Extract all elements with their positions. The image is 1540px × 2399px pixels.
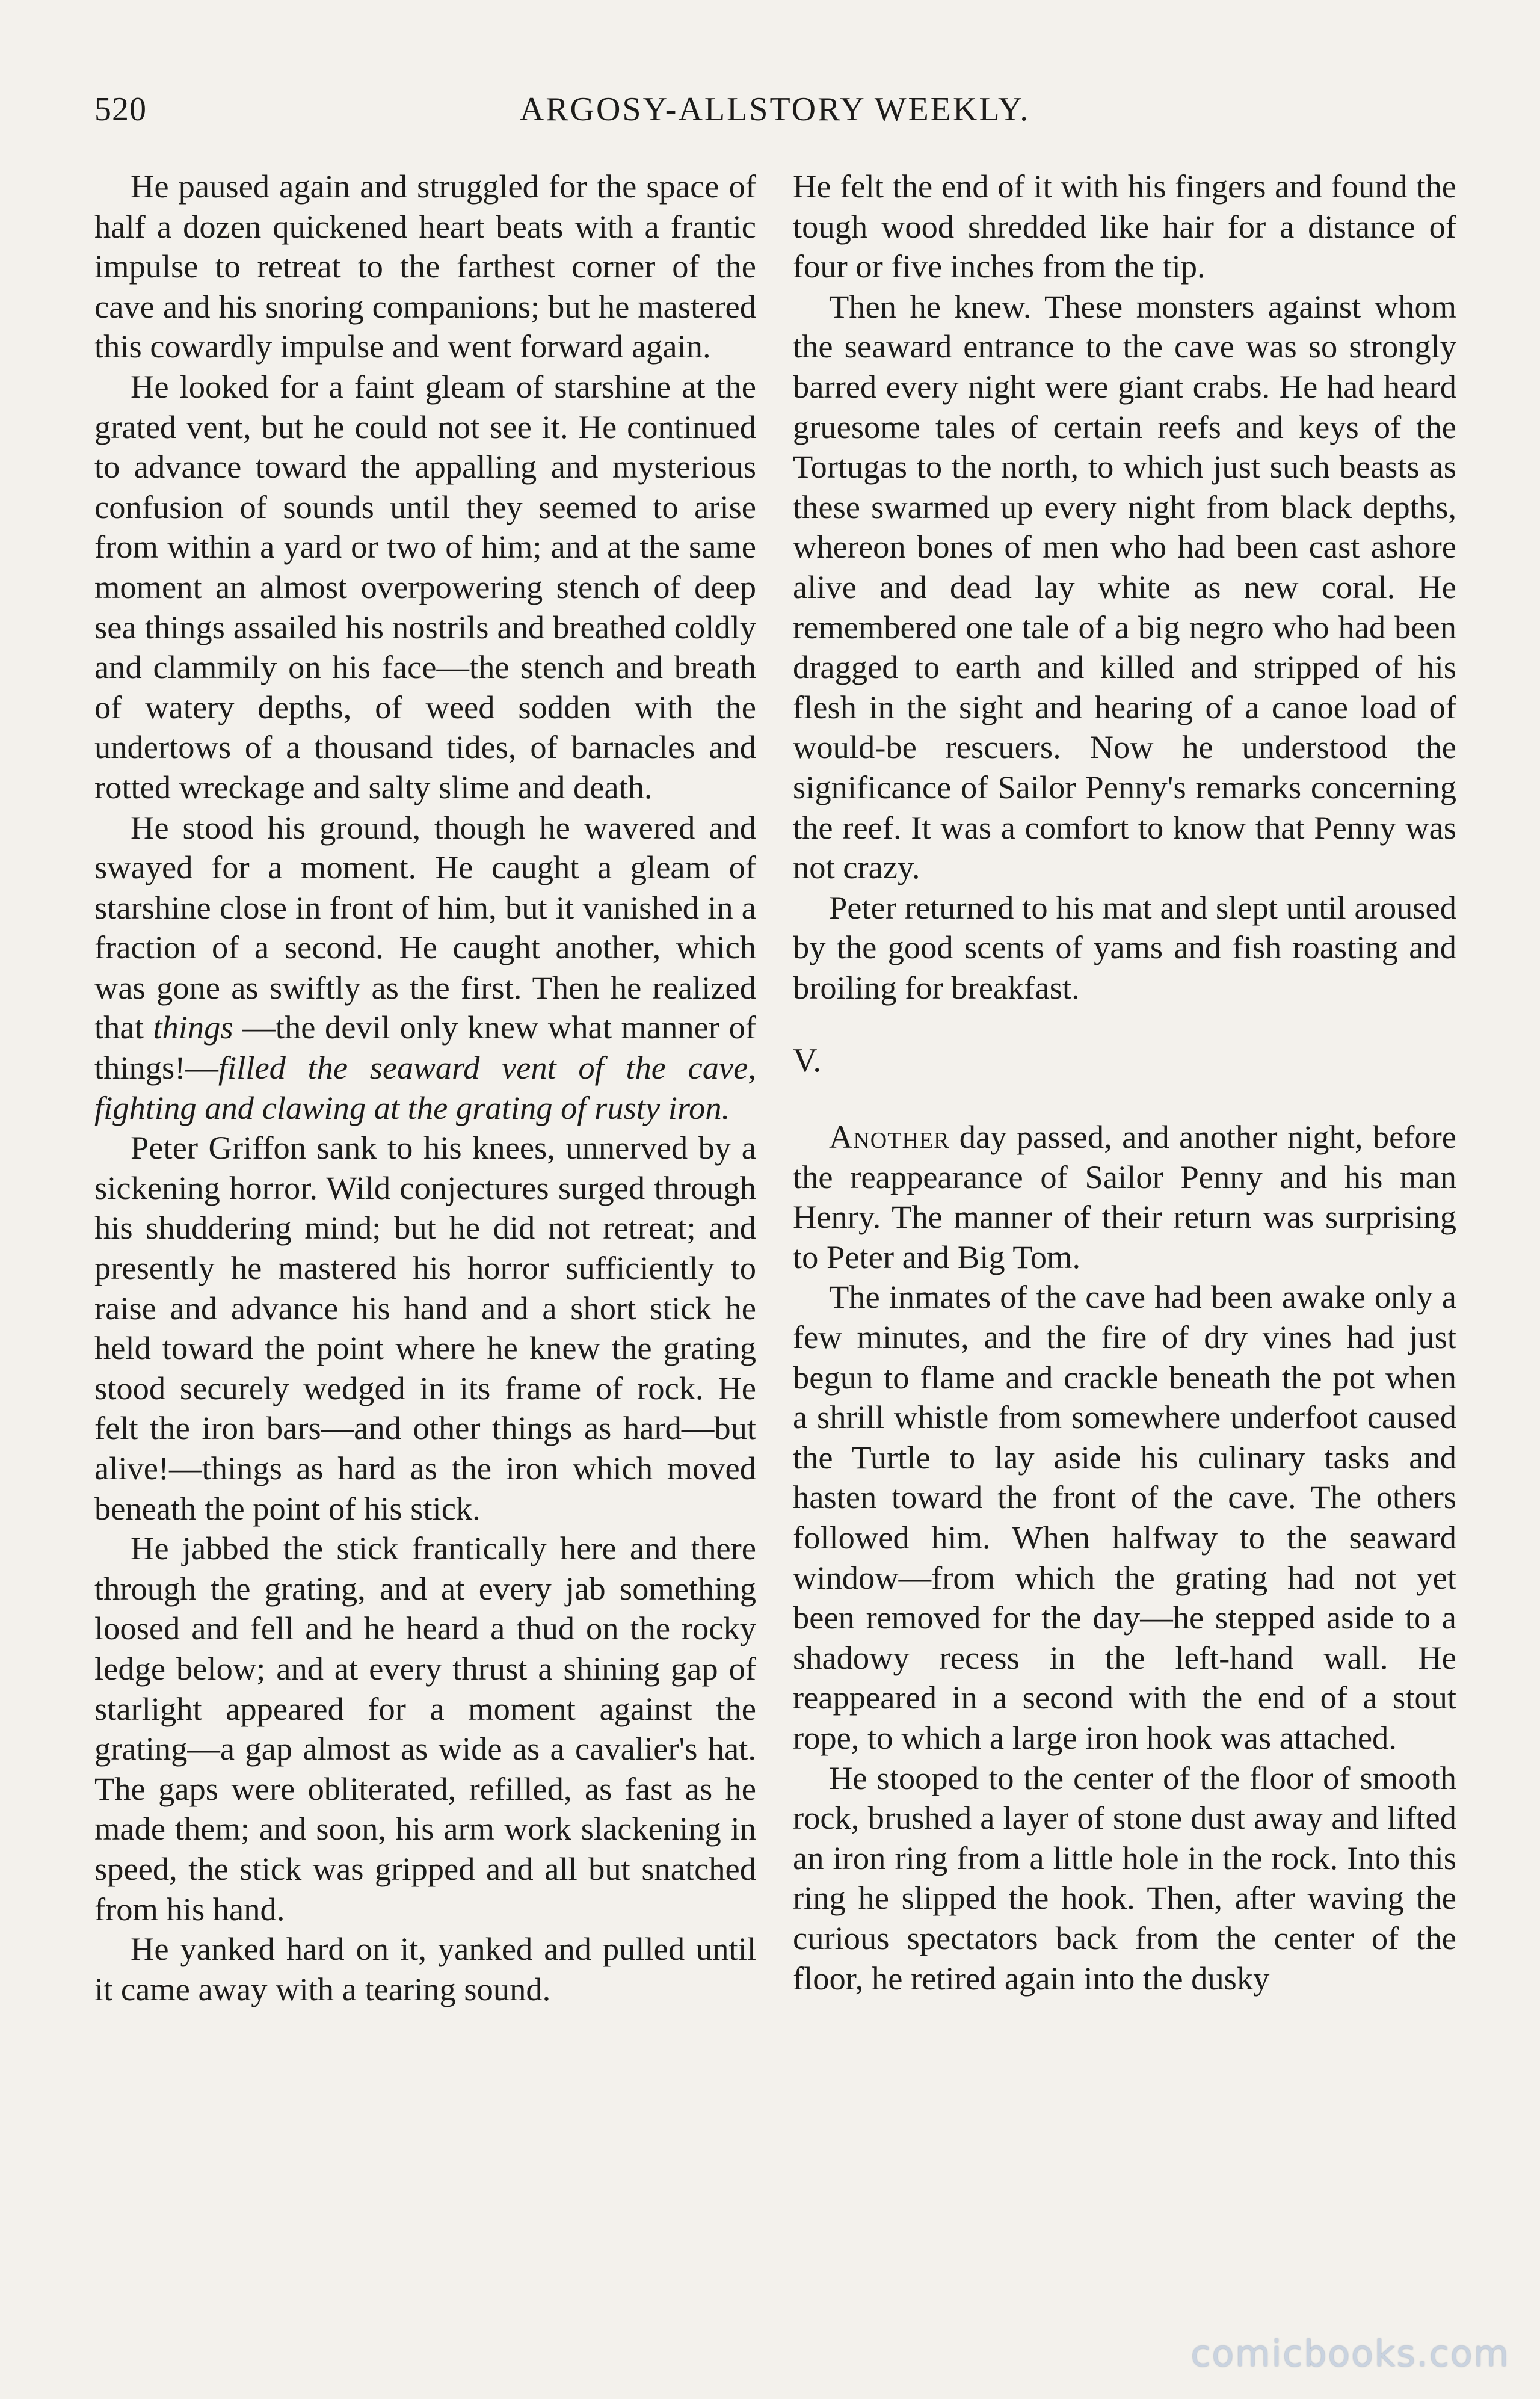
left-column	[94, 167, 756, 2009]
section-number: V.	[793, 1042, 822, 1080]
text-run: day passed, and another night, before the reappearance of Sailor Penny and his man Henry. The manner of their return was surprising to Peter and Big Tom.	[793, 1118, 1456, 1275]
paragraph	[793, 1117, 1456, 1277]
right-column	[793, 167, 1456, 1998]
text-run: —the devil only knew what manner of things!—	[94, 1009, 756, 1086]
paragraph	[94, 808, 756, 1129]
paragraph: Peter Griffon sank to his knees, unnerved by a sickening horror. Wild conjectures surged through his shuddering mind; but he did not retreat; and presently he mastered his horror sufficiently to raise and advance his hand and a short stick he held toward the point where he knew the grating stood securely wedged in its frame of rock. He felt the iron bars—and other things as hard—but alive!—things as hard as the iron which moved beneath the point of his stick.	[94, 1129, 756, 1527]
small-caps-lead: Another	[829, 1118, 950, 1156]
paragraph: Then he knew. These monsters against whom the seaward entrance to the cave was so strongly barred every night were giant crabs. He had heard gruesome tales of certain reefs and keys of the Tortugas to the north, to which just such beasts as these swarmed up every night from black depths, whereon bones of men who had been cast ashore alive and dead lay white as new coral. He remembered one tale of a big negro who had been dragged to earth and killed and stripped of his flesh in the sight and hearing of a canoe load of would-be rescuers. Now he understood the significance of Sailor Penny's remarks concerning the reef. It was a comfort to know that Penny was not crazy.	[793, 288, 1456, 886]
italic-text: things	[153, 1009, 233, 1046]
paragraph: He looked for a faint gleam of starshine at the grated vent, but he could not see it. He continued to advance toward the appalling and mysterious confusion of sounds until they seemed to arise from within a yard or two of him; and at the same moment an almost overpowering stench of deep sea things assailed his nostrils and breathed coldly and clammily on his face—the stench and breath of watery depths, of weed sodden with the undertows of a thousand tides, of barnacles and rotted wreckage and salty slime and death.	[94, 368, 756, 805]
page-number: 520	[94, 91, 147, 128]
paragraph: He jabbed the stick frantically here and there through the grating, and at every jab something loosed and fell and he heard a thud on the rocky ledge below; and at every thrust a shining gap of starlight appeared for a moment against the grating—a gap almost as wide as a cavalier's hat. The gaps were obliterated, refilled, as fast as he made them; and soon, his arm work slackening in speed, the stick was gripped and all but snatched from his hand.	[94, 1530, 756, 1927]
paragraph: He yanked hard on it, yanked and pulled until it came away with a tearing sound.	[94, 1930, 756, 2007]
paragraph: He paused again and struggled for the space of half a dozen quickened heart beats with a frantic impulse to retreat to the farthest corner of the cave and his snoring companions; but he mastered this cowardly impulse and went forward again.	[94, 168, 756, 365]
running-title: ARGOSY-ALLSTORY WEEKLY.	[519, 91, 1030, 128]
italic-text: filled the seaward vent of the cave, fighting and clawing at the grating of rusty iron.	[94, 1049, 756, 1126]
page-header	[94, 90, 1455, 138]
paragraph: The inmates of the cave had been awake only a few minutes, and the fire of dry vines had just begun to flame and crackle beneath the pot when a shrill whistle from somewhere underfoot caused the Turtle to lay aside his culinary tasks and hasten toward the front of the cave. The others followed him. When halfway to the seaward window—from which the grating had not yet been removed for the day—he stepped aside to a shadowy recess in the left-hand wall. He reappeared in a second with the end of a stout rope, to which a large iron hook was attached.	[793, 1278, 1456, 1756]
paragraph: He felt the end of it with his fingers and found the tough wood shredded like hair for a distance of four or five inches from the tip.	[793, 168, 1456, 285]
text-run: He stood his ground, though he wavered and swayed for a moment. He caught a gleam of starshine close in front of him, but it vanished in a fraction of a second. He caught another, which was gone as swiftly as the first. Then he realized that	[94, 808, 756, 1046]
watermark: comicbooks.com	[1190, 2333, 1510, 2375]
paragraph: He stooped to the center of the floor of smooth rock, brushed a layer of stone dust away and lifted an iron ring from a little hole in the rock. Into this ring he slipped the hook. Then, after waving the curious spectators back from the center of the floor, he retired again into the dusky	[793, 1759, 1456, 1997]
paragraph: Peter returned to his mat and slept until aroused by the good scents of yams and fish roasting and broiling for breakfast.	[793, 888, 1456, 1006]
